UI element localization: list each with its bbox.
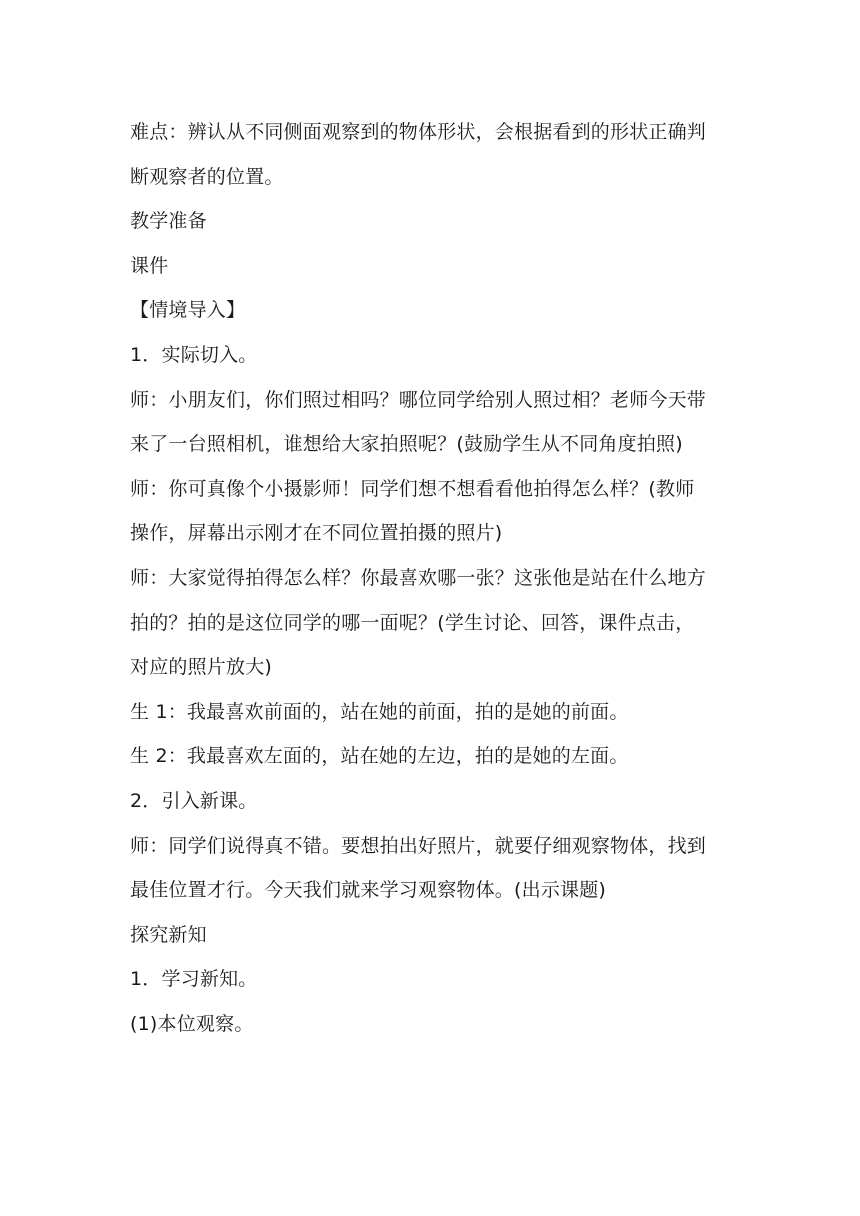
paragraph-line: 师：大家觉得拍得怎么样？你最喜欢哪一张？这张他是站在什么地方: [130, 566, 707, 589]
sub-step-heading: (1)本位观察。: [130, 1012, 254, 1035]
preparation-item: 课件: [130, 254, 169, 277]
section-heading-situation-intro: 【情境导入】: [130, 299, 246, 322]
paragraph-line: 师：小朋友们，你们照过相吗？哪位同学给别人照过相？老师今天带: [130, 388, 707, 411]
section-heading-explore-new-knowledge: 探究新知: [130, 923, 207, 946]
difficulty-text-line-1: 难点：辨认从不同侧面观察到的物体形状，会根据看到的形状正确判: [130, 121, 707, 143]
step-heading-1: 1．实际切入。: [130, 343, 258, 366]
student-answer-2: 生 2：我最喜欢左面的，站在她的左边，拍的是她的左面。: [130, 745, 629, 768]
paragraph-line: 最佳位置才行。今天我们就来学习观察物体。(出示课题): [130, 879, 607, 902]
step-heading-2: 2．引入新课。: [130, 789, 258, 812]
paragraph-line: 来了一台照相机，谁想给大家拍照呢？(鼓励学生从不同角度拍照): [130, 433, 683, 456]
student-answer-1: 生 1：我最喜欢前面的，站在她的前面，拍的是她的前面。: [130, 700, 629, 723]
paragraph-line: 拍的？拍的是这位同学的哪一面呢？(学生讨论、回答，课件点击，: [130, 611, 695, 634]
step-heading-learn: 1．学习新知。: [130, 968, 258, 991]
paragraph-line: 师：同学们说得真不错。要想拍出好照片，就要仔细观察物体，找到: [130, 834, 707, 857]
paragraph-line: 操作，屏幕出示刚才在不同位置拍摄的照片): [130, 522, 503, 545]
section-heading-teaching-preparation: 教学准备: [130, 210, 207, 233]
document-body: [130, 110, 734, 1046]
difficulty-text-line-2: 断观察者的位置。: [130, 165, 284, 188]
paragraph-line: 师：你可真像个小摄影师！同学们想不想看看他拍得怎么样？(教师: [130, 477, 695, 500]
paragraph-line: 对应的照片放大): [130, 656, 273, 679]
